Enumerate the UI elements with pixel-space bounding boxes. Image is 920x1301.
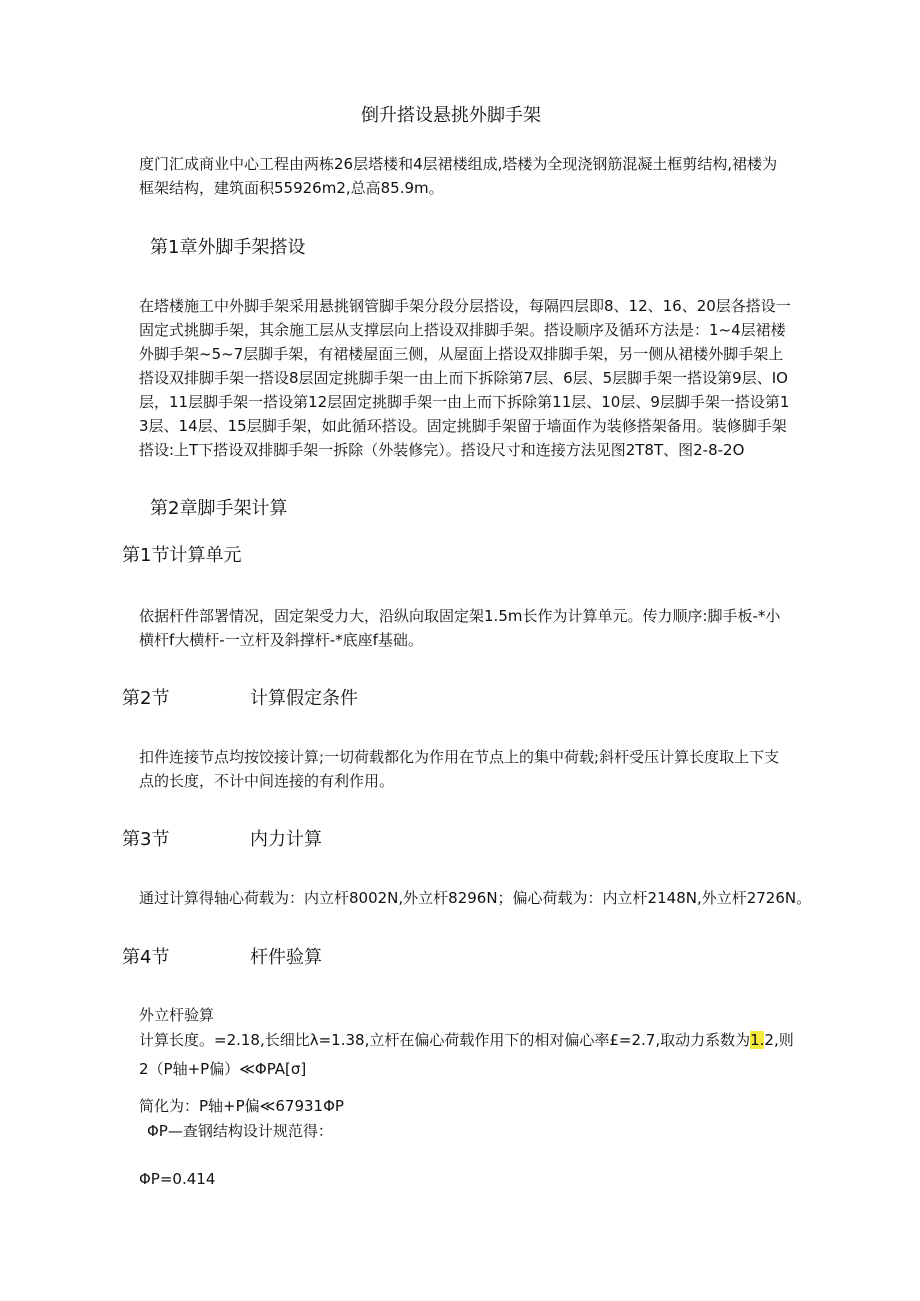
intro-paragraph: 度门汇成商业中心工程由两栋26层塔楼和4层裙楼组成,塔楼为全现浇钢筋混凝土框剪结构,裙楼为框架结构，建筑面积55926m2,总高85.9m。 xyxy=(139,155,778,197)
section-4-number: 第4节 xyxy=(122,947,170,968)
section-3-paragraph: 通过计算得轴心荷载为：内立杆8002N,外立杆8296N；偏心荷载为：内立杆2148N,外立杆2726N。 xyxy=(139,889,812,907)
chapter-1-paragraph: 在塔楼施工中外脚手架采用悬挑钢管脚手架分段分层搭设，每隔四层即8、12、16、20层各搭设一固定式挑脚手架，其余施工层从支撑层向上搭设双排脚手架。搭设顺序及循环方法是：1~4层裙楼外脚手架~5~7层脚手架，有裙楼屋面三侧，从屋面上搭设双排脚手架，另一侧从裙楼外脚手架上搭设双排脚手架一搭设8层固定挑脚手架一由上而下拆除第7层、6层、5层脚手架一搭设第9层、IO层，11层脚手架一搭设第12层固定挑脚手架一由上而下拆除第11层、10层、9层脚手架一搭设第13层、14层、15层脚手架，如此循环搭设。固定挑脚手架留于墙面作为装修搭架备用。装修脚手架搭设:上T下搭设双排脚手架一拆除（外装修完）。搭设尺寸和连接方法见图2T8T、图2-8-2O xyxy=(139,297,791,459)
highlighted-coefficient: 1. xyxy=(750,1031,765,1049)
document-title: 倒升搭设悬挑外脚手架 xyxy=(361,105,541,126)
calc-length-tail: 2,则 xyxy=(764,1031,794,1049)
simplified-formula: 简化为：P轴+P偏≪67931ΦP xyxy=(139,1097,344,1115)
chapter-1-heading: 第1章外脚手架搭设 xyxy=(150,237,306,258)
section-2-number: 第2节 xyxy=(122,688,170,709)
section-2-title: 计算假定条件 xyxy=(250,688,358,709)
outer-pole-check-label: 外立杆验算 xyxy=(139,1006,215,1024)
phi-lookup-note: ΦP—查钢结构设计规范得： xyxy=(147,1122,333,1140)
section-3-number: 第3节 xyxy=(122,829,170,850)
phi-value: ΦP=0.414 xyxy=(139,1170,216,1188)
section-3-title: 内力计算 xyxy=(250,829,322,850)
section-1-heading: 第1节计算单元 xyxy=(122,545,242,566)
section-1-paragraph: 依据杆件部署情况，固定架受力大，沿纵向取固定架1.5m长作为计算单元。传力顺序:脚手板-*小横杆f大横杆-一立杆及斜撑杆-*底座f基础。 xyxy=(139,607,781,649)
calc-length-line xyxy=(139,1030,794,1050)
calc-length-text: 计算长度。=2.18,长细比λ=1.38,立杆在偏心荷载作用下的相对偏心率£=2.7,取动力系数为 xyxy=(139,1031,751,1049)
section-2-paragraph: 扣件连接节点均按饺接计算;一切荷载都化为作用在节点上的集中荷载;斜杆受压计算长度取上下支点的长度，不计中间连接的有利作用。 xyxy=(139,748,780,790)
formula-line: 2（P轴+P偏）≪ΦPA[σ] xyxy=(139,1060,307,1078)
section-4-title: 杆件验算 xyxy=(250,947,322,968)
chapter-2-heading: 第2章脚手架计算 xyxy=(150,498,288,519)
